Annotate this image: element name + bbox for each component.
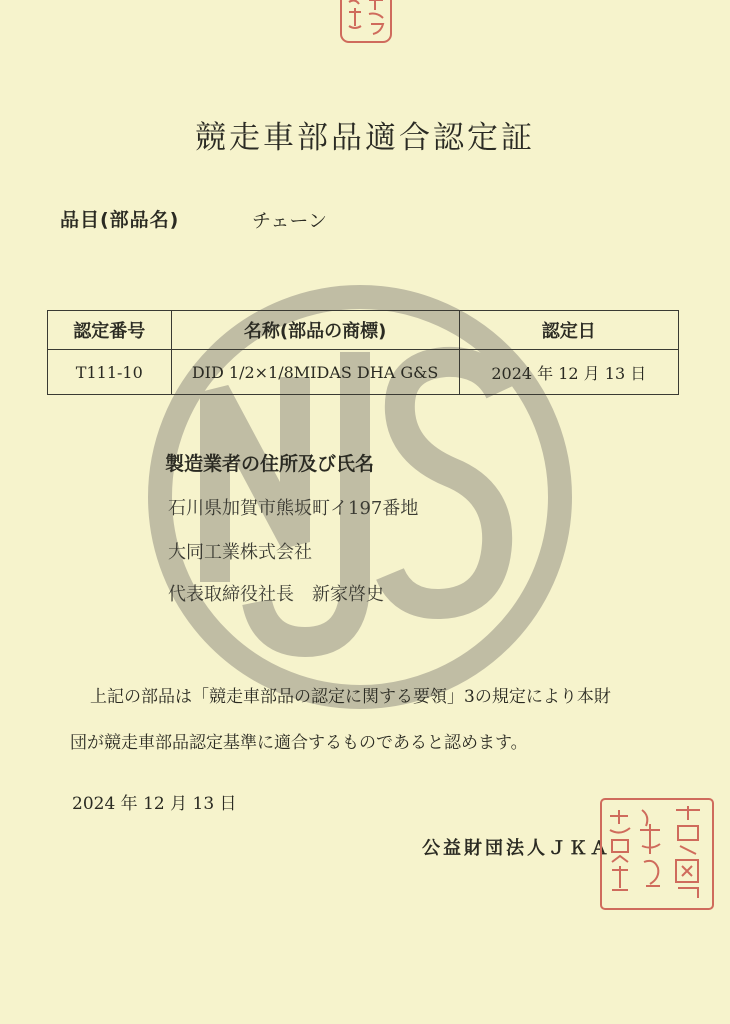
cell-product-name: DID 1/2×1/8MIDAS DHA G&S: [171, 350, 459, 395]
header-cert-number: 認定番号: [48, 311, 172, 350]
issue-date: 2024 年 12 月 13 日: [72, 794, 237, 814]
manufacturer-company: 大同工業株式会社: [168, 542, 312, 563]
manufacturer-address: 石川県加賀市熊坂町イ197番地: [168, 498, 419, 519]
manufacturer-representative: 代表取締役社長 新家啓史: [168, 584, 384, 605]
item-value: チェーン: [252, 210, 328, 232]
table-header-row: [48, 311, 679, 350]
cell-cert-number: T111-10: [48, 350, 172, 395]
item-label: 品目(部品名): [60, 209, 180, 231]
certification-seal-top: [335, 0, 397, 48]
statement-line-2: 団が競走車部品認定基準に適合するものであると認めます。: [70, 733, 528, 753]
cell-cert-date: 2024 年 12 月 13 日: [459, 350, 678, 395]
certificate-title: 競走車部品適合認定証: [195, 120, 535, 156]
issuer-name: 公益財団法人ＪＫＡ: [422, 838, 611, 859]
certification-table: [47, 310, 679, 395]
statement-line-1: 上記の部品は「競走車部品の認定に関する要領」3の規定により本財: [90, 687, 611, 707]
issuer-seal: [598, 796, 716, 912]
manufacturer-heading: 製造業者の住所及び氏名: [165, 453, 375, 475]
table-row: [48, 350, 679, 395]
header-cert-date: 認定日: [459, 311, 678, 350]
header-product-name: 名称(部品の商標): [171, 311, 459, 350]
